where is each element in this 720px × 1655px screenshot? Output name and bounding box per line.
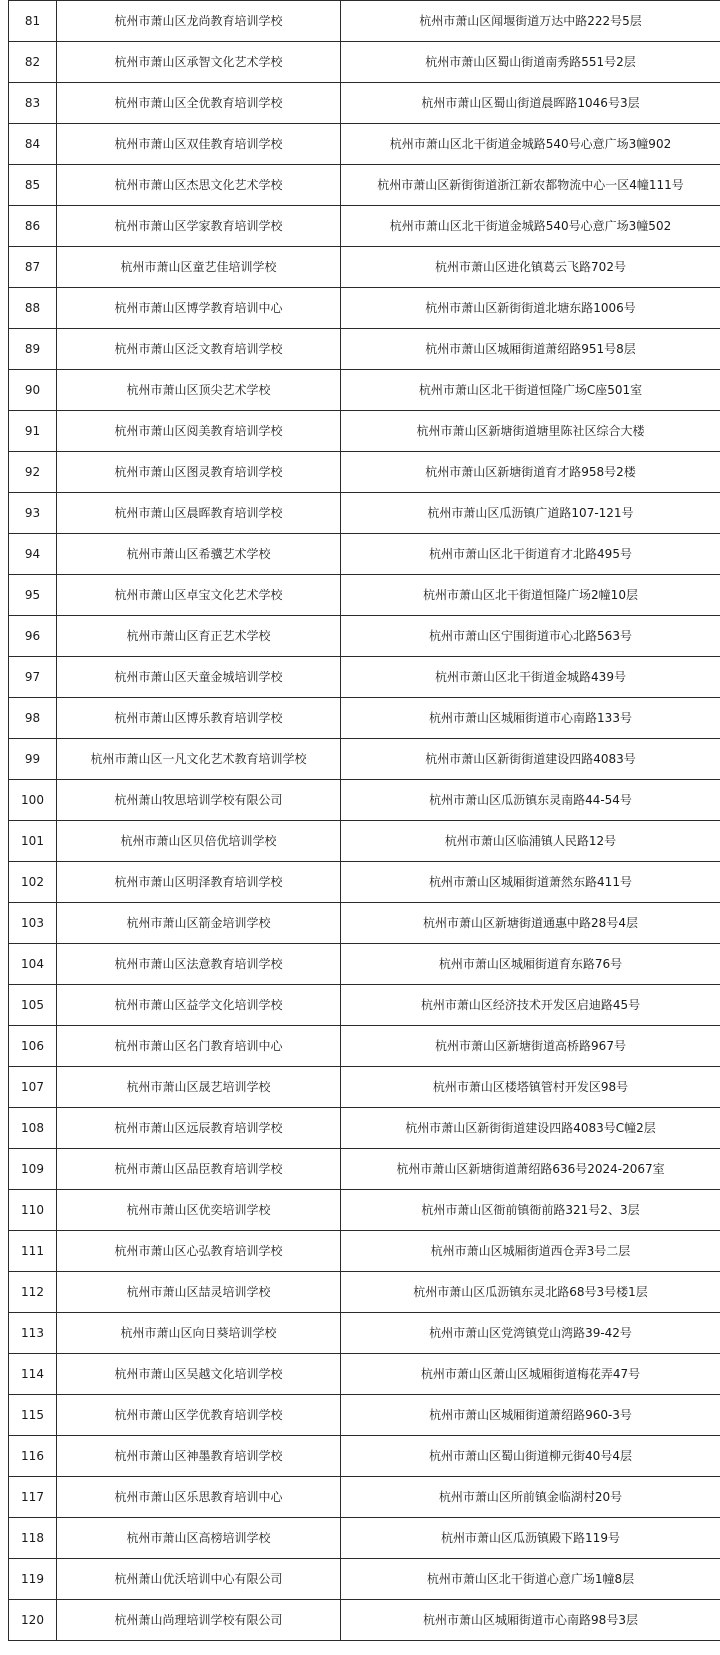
school-address-cell: 杭州市萧山区北干街道心意广场1幢8层: [341, 1559, 720, 1600]
school-name-cell: 杭州市萧山区吴越文化培训学校: [57, 1354, 341, 1395]
row-number-cell: 84: [9, 124, 57, 165]
school-address-cell: 杭州市萧山区新塘街道育才路958号2楼: [341, 452, 720, 493]
row-number-cell: 108: [9, 1108, 57, 1149]
school-name-cell: 杭州市萧山区高榜培训学校: [57, 1518, 341, 1559]
row-number-cell: 102: [9, 862, 57, 903]
school-name-cell: 杭州萧山尚理培训学校有限公司: [57, 1600, 341, 1641]
school-name-cell: 杭州市萧山区育正艺术学校: [57, 616, 341, 657]
school-name-cell: 杭州市萧山区名门教育培训中心: [57, 1026, 341, 1067]
school-name-cell: 杭州市萧山区向日葵培训学校: [57, 1313, 341, 1354]
school-name-cell: 杭州市萧山区泛文教育培训学校: [57, 329, 341, 370]
row-number-cell: 120: [9, 1600, 57, 1641]
row-number-cell: 97: [9, 657, 57, 698]
school-address-cell: 杭州市萧山区蜀山街道柳元街40号4层: [341, 1436, 720, 1477]
school-name-cell: 杭州萧山牧思培训学校有限公司: [57, 780, 341, 821]
school-address-cell: 杭州市萧山区瓜沥镇广道路107-121号: [341, 493, 720, 534]
table-row: [9, 288, 720, 329]
table-row: [9, 493, 720, 534]
school-address-cell: 杭州市萧山区新街街道建设四路4083号: [341, 739, 720, 780]
school-name-cell: 杭州市萧山区贝倍优培训学校: [57, 821, 341, 862]
table-row: [9, 1108, 720, 1149]
school-name-cell: 杭州市萧山区优奕培训学校: [57, 1190, 341, 1231]
row-number-cell: 82: [9, 42, 57, 83]
table-row: [9, 1190, 720, 1231]
table-row: [9, 1600, 720, 1641]
school-name-cell: 杭州萧山优沃培训中心有限公司: [57, 1559, 341, 1600]
school-address-cell: 杭州市萧山区瓜沥镇东灵北路68号3号楼1层: [341, 1272, 720, 1313]
table-row: [9, 247, 720, 288]
row-number-cell: 105: [9, 985, 57, 1026]
school-name-cell: 杭州市萧山区卓宝文化艺术学校: [57, 575, 341, 616]
school-address-cell: 杭州市萧山区经济技术开发区启迪路45号: [341, 985, 720, 1026]
school-name-cell: 杭州市萧山区一凡文化艺术教育培训学校: [57, 739, 341, 780]
table-row: [9, 370, 720, 411]
row-number-cell: 91: [9, 411, 57, 452]
school-name-cell: 杭州市萧山区品臣教育培训学校: [57, 1149, 341, 1190]
school-address-cell: 杭州市萧山区新街街道浙江新农都物流中心一区4幢111号: [341, 165, 720, 206]
school-address-cell: 杭州市萧山区城厢街道市心南路133号: [341, 698, 720, 739]
row-number-cell: 92: [9, 452, 57, 493]
school-address-cell: 杭州市萧山区北干街道育才北路495号: [341, 534, 720, 575]
row-number-cell: 98: [9, 698, 57, 739]
row-number-cell: 89: [9, 329, 57, 370]
school-name-cell: 杭州市萧山区箭金培训学校: [57, 903, 341, 944]
school-address-cell: 杭州市萧山区新塘街道通惠中路28号4层: [341, 903, 720, 944]
school-name-cell: 杭州市萧山区乐思教育培训中心: [57, 1477, 341, 1518]
table-row: [9, 1067, 720, 1108]
school-name-cell: 杭州市萧山区图灵教育培训学校: [57, 452, 341, 493]
table-row: [9, 985, 720, 1026]
table-row: [9, 411, 720, 452]
school-name-cell: 杭州市萧山区明泽教育培训学校: [57, 862, 341, 903]
school-address-cell: 杭州市萧山区城厢街道萧绍路960-3号: [341, 1395, 720, 1436]
table-row: [9, 698, 720, 739]
table-row: [9, 821, 720, 862]
school-address-cell: 杭州市萧山区蜀山街道晨晖路1046号3层: [341, 83, 720, 124]
table-row: [9, 1, 720, 42]
row-number-cell: 115: [9, 1395, 57, 1436]
school-name-cell: 杭州市萧山区心弘教育培训学校: [57, 1231, 341, 1272]
table-row: [9, 1354, 720, 1395]
row-number-cell: 103: [9, 903, 57, 944]
school-address-cell: 杭州市萧山区瓜沥镇殿下路119号: [341, 1518, 720, 1559]
school-name-cell: 杭州市萧山区天童金城培训学校: [57, 657, 341, 698]
table-row: [9, 1313, 720, 1354]
row-number-cell: 109: [9, 1149, 57, 1190]
school-name-cell: 杭州市萧山区晨晖教育培训学校: [57, 493, 341, 534]
school-address-cell: 杭州市萧山区城厢街道萧绍路951号8层: [341, 329, 720, 370]
school-name-cell: 杭州市萧山区学优教育培训学校: [57, 1395, 341, 1436]
school-address-cell: 杭州市萧山区北干街道恒隆广场2幢10层: [341, 575, 720, 616]
row-number-cell: 110: [9, 1190, 57, 1231]
school-address-cell: 杭州市萧山区城厢街道育东路76号: [341, 944, 720, 985]
school-name-cell: 杭州市萧山区童艺佳培训学校: [57, 247, 341, 288]
school-address-cell: 杭州市萧山区北干街道金城路540号心意广场3幢902: [341, 124, 720, 165]
row-number-cell: 90: [9, 370, 57, 411]
school-address-cell: 杭州市萧山区临浦镇人民路12号: [341, 821, 720, 862]
school-name-cell: 杭州市萧山区神墨教育培训学校: [57, 1436, 341, 1477]
table-row: [9, 903, 720, 944]
school-registry-table: [8, 0, 720, 1641]
table-row: [9, 657, 720, 698]
row-number-cell: 88: [9, 288, 57, 329]
table-row: [9, 165, 720, 206]
table-row: [9, 124, 720, 165]
school-name-cell: 杭州市萧山区全优教育培训学校: [57, 83, 341, 124]
school-name-cell: 杭州市萧山区远辰教育培训学校: [57, 1108, 341, 1149]
row-number-cell: 117: [9, 1477, 57, 1518]
school-name-cell: 杭州市萧山区益学文化培训学校: [57, 985, 341, 1026]
school-name-cell: 杭州市萧山区晟艺培训学校: [57, 1067, 341, 1108]
table-row: [9, 83, 720, 124]
table-row: [9, 534, 720, 575]
row-number-cell: 100: [9, 780, 57, 821]
school-name-cell: 杭州市萧山区喆灵培训学校: [57, 1272, 341, 1313]
school-name-cell: 杭州市萧山区顶尖艺术学校: [57, 370, 341, 411]
school-address-cell: 杭州市萧山区宁围街道市心北路563号: [341, 616, 720, 657]
table-row: [9, 862, 720, 903]
row-number-cell: 119: [9, 1559, 57, 1600]
row-number-cell: 112: [9, 1272, 57, 1313]
school-address-cell: 杭州市萧山区北干街道金城路439号: [341, 657, 720, 698]
row-number-cell: 95: [9, 575, 57, 616]
school-name-cell: 杭州市萧山区希骥艺术学校: [57, 534, 341, 575]
row-number-cell: 107: [9, 1067, 57, 1108]
table-row: [9, 329, 720, 370]
school-name-cell: 杭州市萧山区双佳教育培训学校: [57, 124, 341, 165]
school-address-cell: 杭州市萧山区衙前镇衙前路321号2、3层: [341, 1190, 720, 1231]
school-name-cell: 杭州市萧山区博乐教育培训学校: [57, 698, 341, 739]
school-name-cell: 杭州市萧山区杰思文化艺术学校: [57, 165, 341, 206]
school-name-cell: 杭州市萧山区学家教育培训学校: [57, 206, 341, 247]
row-number-cell: 96: [9, 616, 57, 657]
school-address-cell: 杭州市萧山区蜀山街道南秀路551号2层: [341, 42, 720, 83]
table-row: [9, 1026, 720, 1067]
school-address-cell: 杭州市萧山区楼塔镇管村开发区98号: [341, 1067, 720, 1108]
table-row: [9, 739, 720, 780]
school-address-cell: 杭州市萧山区党湾镇党山湾路39-42号: [341, 1313, 720, 1354]
row-number-cell: 81: [9, 1, 57, 42]
row-number-cell: 106: [9, 1026, 57, 1067]
row-number-cell: 101: [9, 821, 57, 862]
school-address-cell: 杭州市萧山区北干街道恒隆广场C座501室: [341, 370, 720, 411]
row-number-cell: 116: [9, 1436, 57, 1477]
table-row: [9, 616, 720, 657]
table-row: [9, 1272, 720, 1313]
table-row: [9, 206, 720, 247]
table-row: [9, 42, 720, 83]
table-row: [9, 1231, 720, 1272]
school-name-cell: 杭州市萧山区承智文化艺术学校: [57, 42, 341, 83]
row-number-cell: 111: [9, 1231, 57, 1272]
school-name-cell: 杭州市萧山区博学教育培训中心: [57, 288, 341, 329]
row-number-cell: 94: [9, 534, 57, 575]
school-address-cell: 杭州市萧山区城厢街道西仓弄3号二层: [341, 1231, 720, 1272]
table-row: [9, 1149, 720, 1190]
row-number-cell: 104: [9, 944, 57, 985]
table-row: [9, 1559, 720, 1600]
school-address-cell: 杭州市萧山区新街街道建设四路4083号C幢2层: [341, 1108, 720, 1149]
school-address-cell: 杭州市萧山区闻堰街道万达中路222号5层: [341, 1, 720, 42]
row-number-cell: 114: [9, 1354, 57, 1395]
row-number-cell: 87: [9, 247, 57, 288]
row-number-cell: 118: [9, 1518, 57, 1559]
row-number-cell: 86: [9, 206, 57, 247]
row-number-cell: 85: [9, 165, 57, 206]
school-address-cell: 杭州市萧山区新塘街道萧绍路636号2024-2067室: [341, 1149, 720, 1190]
table-row: [9, 1395, 720, 1436]
table-row: [9, 780, 720, 821]
table-row: [9, 1436, 720, 1477]
row-number-cell: 83: [9, 83, 57, 124]
table-row: [9, 1518, 720, 1559]
school-address-cell: 杭州市萧山区城厢街道市心南路98号3层: [341, 1600, 720, 1641]
row-number-cell: 113: [9, 1313, 57, 1354]
school-address-cell: 杭州市萧山区瓜沥镇东灵南路44-54号: [341, 780, 720, 821]
school-address-cell: 杭州市萧山区城厢街道萧然东路411号: [341, 862, 720, 903]
school-address-cell: 杭州市萧山区北干街道金城路540号心意广场3幢502: [341, 206, 720, 247]
row-number-cell: 93: [9, 493, 57, 534]
table-row: [9, 575, 720, 616]
school-address-cell: 杭州市萧山区萧山区城厢街道梅花弄47号: [341, 1354, 720, 1395]
school-address-cell: 杭州市萧山区新塘街道高桥路967号: [341, 1026, 720, 1067]
table-row: [9, 452, 720, 493]
school-address-cell: 杭州市萧山区新街街道北塘东路1006号: [341, 288, 720, 329]
school-address-cell: 杭州市萧山区进化镇葛云飞路702号: [341, 247, 720, 288]
table-row: [9, 1477, 720, 1518]
school-address-cell: 杭州市萧山区新塘街道塘里陈社区综合大楼: [341, 411, 720, 452]
school-name-cell: 杭州市萧山区法意教育培训学校: [57, 944, 341, 985]
school-name-cell: 杭州市萧山区龙尚教育培训学校: [57, 1, 341, 42]
table-row: [9, 944, 720, 985]
school-name-cell: 杭州市萧山区阅美教育培训学校: [57, 411, 341, 452]
school-address-cell: 杭州市萧山区所前镇金临湖村20号: [341, 1477, 720, 1518]
row-number-cell: 99: [9, 739, 57, 780]
table-body: [9, 1, 720, 1641]
